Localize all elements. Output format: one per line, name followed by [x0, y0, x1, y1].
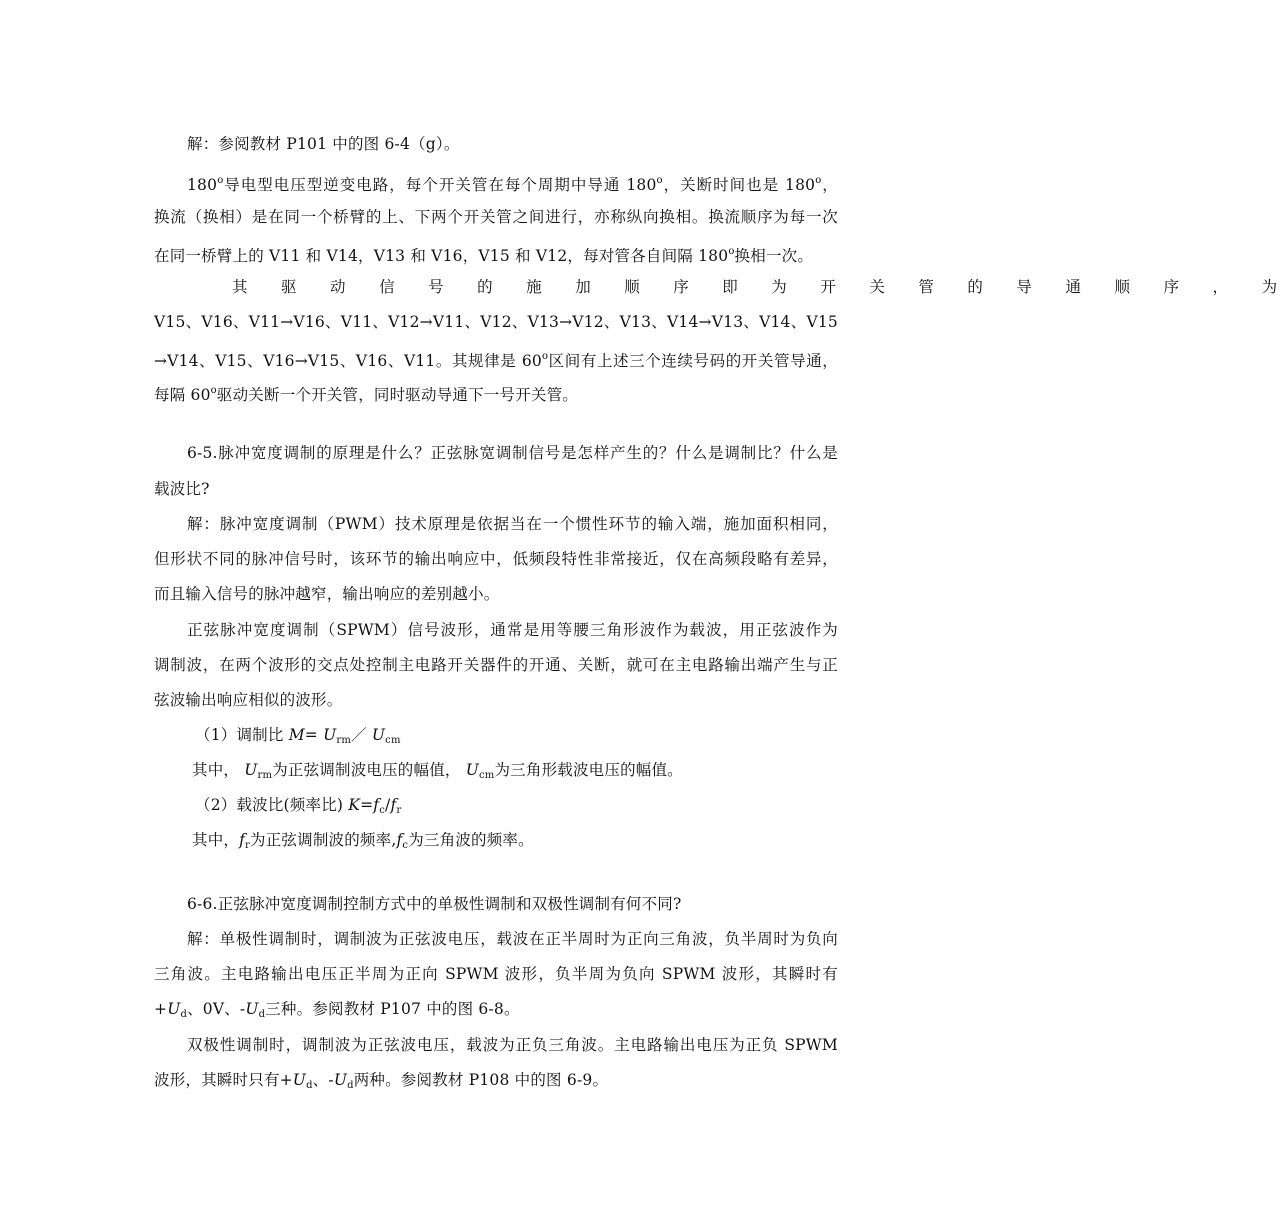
- paragraph-line: 其 驱 动 信 号 的 施 加 顺 序 即 为 开 关 管 的 导 通 顺 序 ， 为: [232, 278, 1286, 296]
- question-heading: 载波比?: [154, 480, 210, 498]
- paragraph-line: 三角波。主电路输出电压正半周为正向 SPWM 波形，负半周为负向 SPWM 波形，其瞬时有: [154, 965, 838, 983]
- formula-line: 其中，$f_r$为正弦调制波的频率$,f_c$为三角波的频率。: [192, 831, 534, 851]
- paragraph-line: →V14、V15、V16→V15、V16、V11。其规律是 60$^o$区间有上述三个连续号码的开关管导通，: [154, 351, 838, 370]
- paragraph-line: 在同一桥臂上的 V11 和 V14，V13 和 V16，V15 和 V12，每对管各自间隔 180$^o$换相一次。: [154, 246, 814, 265]
- paragraph-line: 波形，其瞬时只有$+U_d$、$-U_d$两种。参阅教材 P108 中的图 6-9。: [154, 1071, 609, 1091]
- paragraph-line: 弦波输出响应相似的波形。: [154, 691, 343, 709]
- paragraph-line: 换流（换相）是在同一个桥臂的上、下两个开关管之间进行，亦称纵向换相。换流顺序为每一次: [154, 208, 838, 226]
- paragraph-line: $+U_d$、0V、$-U_d$三种。参阅教材 P107 中的图 6-8。: [154, 1000, 520, 1020]
- paragraph-line: 解：脉冲宽度调制（PWM）技术原理是依据当在一个惯性环节的输入端，施加面积相同，: [187, 515, 838, 533]
- paragraph-line: 解：参阅教材 P101 中的图 6-4（g）。: [187, 135, 460, 153]
- paragraph-line: 正弦脉冲宽度调制（SPWM）信号波形，通常是用等腰三角形波作为载波，用正弦波作为: [187, 621, 838, 639]
- paragraph-line: 但形状不同的脉冲信号时，该环节的输出响应中，低频段特性非常接近，仅在高频段略有差异，: [154, 550, 838, 568]
- formula-line: （2）载波比(频率比) $K=f_c/f_r$: [195, 796, 402, 816]
- paragraph-line: 每隔 60$^o$驱动关断一个开关管，同时驱动导通下一号开关管。: [154, 385, 578, 404]
- question-heading: 6-6.正弦脉冲宽度调制控制方式中的单极性调制和双极性调制有何不同?: [187, 895, 682, 913]
- question-heading: 6-5.脉冲宽度调制的原理是什么？正弦脉宽调制信号是怎样产生的？什么是调制比？什么是: [187, 444, 838, 462]
- paragraph-line: V15、V16、V11→V16、V11、V12→V11、V12、V13→V12、V13、V14→V13、V14、V15: [154, 313, 838, 331]
- formula-line: 其中， $U_{rm}$为正弦调制波电压的幅值， $U_{cm}$为三角形载波电压的幅值。: [192, 761, 683, 781]
- paragraph-line: 调制波，在两个波形的交点处控制主电路开关器件的开通、关断，就可在主电路输出端产生与正: [154, 656, 838, 674]
- paragraph-line: 180$^o$导电型电压型逆变电路，每个开关管在每个周期中导通 180$^o$，关断时间也是 180$^o$，: [187, 175, 838, 194]
- formula-line: （1）调制比 $M= U_{rm}/$ $U_{cm}$: [195, 726, 401, 746]
- paragraph-line: 双极性调制时，调制波为正弦波电压，载波为正负三角波。主电路输出电压为正负 SPWM: [187, 1036, 838, 1054]
- paragraph-line: 而且输入信号的脉冲越窄，输出响应的差别越小。: [154, 585, 500, 603]
- paragraph-line: 解：单极性调制时，调制波为正弦波电压，载波在正半周时为正向三角波，负半周时为负向: [187, 930, 838, 948]
